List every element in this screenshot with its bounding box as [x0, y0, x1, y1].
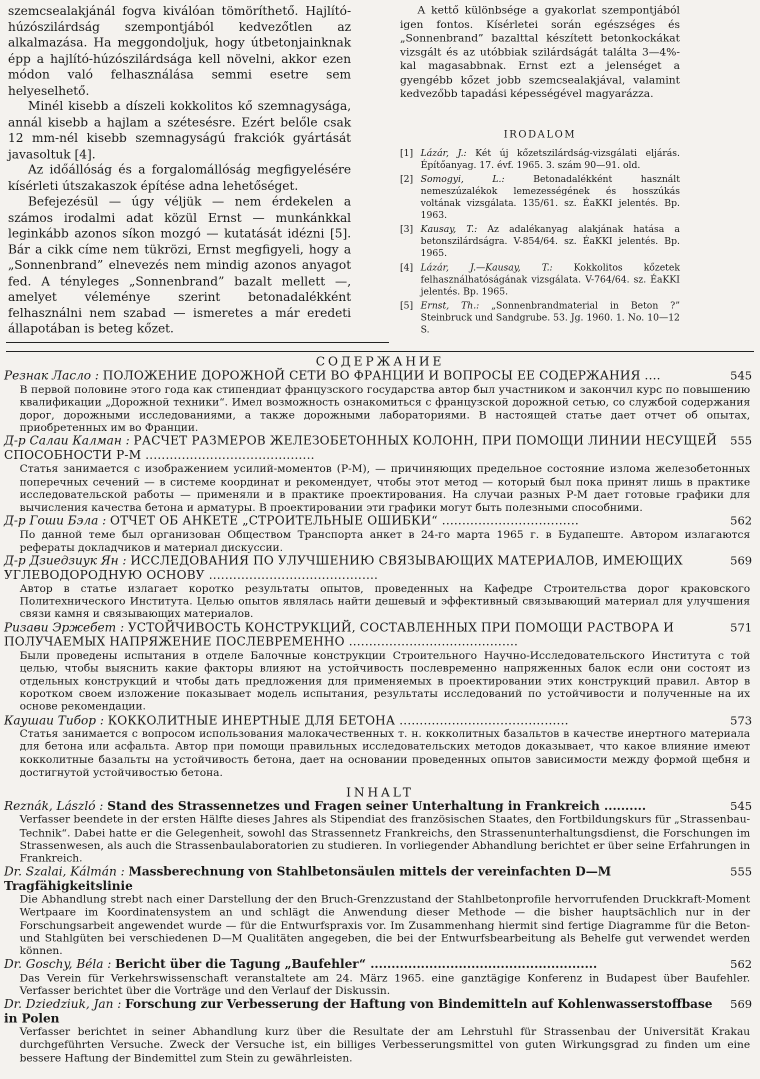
entry-author: Dr. Goschy, Béla : [4, 956, 112, 972]
paragraph: szemcsealakjánál fogva kiválóan tömöríthető. Hajlító-húzószilárdság szempontjából kedvezőtlen az alkalmazása. Ha meggondoljuk, hogy útbetonjainknak épp a hajlító-húzószilárdsága kell növelni, akkor ezen módon való felhasználása semmi esetre sem helyeselhető. [8, 4, 352, 98]
reference-number: [1] [400, 147, 414, 159]
reference-item [400, 223, 680, 259]
entry-title: Massberechnung von Stahlbetonsäulen mittels der vereinfachten D—M Tragfähigkeitslinie [4, 863, 612, 893]
entry-heading [4, 997, 756, 1025]
entry-page-number: 569 [730, 553, 753, 568]
entry-abstract: Das Verein für Verkehrswissenschaft veranstaltete am 24. März 1965. eine ganztägige Konferenz in Budapest über Baufehler. Verfasser berichtet über die Vorträge und den Verlauf der Diskussin. [19, 971, 751, 998]
entry-title: Stand des Strassennetzes und Fragen seiner Unterhaltung in Frankreich .......... [107, 798, 647, 813]
entry-title: Bericht über die Tagung „Baufehler“ ...................................................... [115, 956, 598, 972]
paragraph: Az időállóság és a forgalomállóság megfigyelésére kísérleti útszakaszok építése adna lehetőséget. [8, 163, 352, 194]
reference-number: [3] [400, 223, 414, 235]
entry-title: ОТЧЕТ ОБ АНКЕТЕ „СТРОИТЕЛЬНЫЕ ОШИБКИ“ .................................. [110, 512, 579, 528]
contents-entry [4, 799, 756, 865]
paragraph: Minél kisebb a díszeli kokkolitos kő szemnagysága, annál kisebb a hajlam a szétesésre. Ezért belőle csak 12 mm-nél kisebb szemnagyságú frakciók gyártását javasoltuk [4]. [8, 100, 352, 162]
entry-author: Каушаи Тибор : [4, 712, 104, 727]
reference-body: Két új kőzetszilárdság-vizsgálati eljárás. Építőanyag. 17. évf. 1965. 3. szám 90—91. old. [420, 147, 680, 171]
reference-author: Kausay, T.: [420, 223, 478, 235]
entry-abstract: Die Abhandlung strebt nach einer Darstellung der den Bruch-Grenzzustand der Stahlbetonprofile hervorrufenden Druckkraft-Moment Wertpaare im Koordinatensystem an und schlägt die Anwendung dieser Methode — die bisher hauptsächlich nur in der Forschungsarbeit angewendet wurde — für die Entwurfspraxis vor. Im Zusammenhang hiermit sind fertige Diagramme für die Beton- und Stahlgüten bei verschiedenen D—M Qualitäten angegeben, die bei der Entwurfsbearbeitung als Behelfe gut verwendet werden können. [19, 893, 751, 958]
entry-page-number: 555 [730, 434, 753, 448]
russian-contents-heading: СОДЕРЖАНИЕ [315, 354, 445, 369]
entry-page-number: 569 [730, 997, 753, 1011]
entry-author: Ризави Эржебет : [4, 619, 125, 635]
divider [6, 342, 389, 343]
entry-abstract: В первой половине этого года как стипендиат французского государства автор был участником и закончил курс по повышению квалификации „Дорожной техники“. Имел возможность ознакомиться с французской дорожной сетью, со службой содержания дорог, дорожными исследованиями, а также дорожными лабораториями. В настоящей статье дает отчет об опытах, приобретенных им во Франции. [19, 382, 751, 435]
article-continuation [0, 0, 760, 344]
entry-heading [4, 554, 756, 582]
german-contents-heading: INHALT [346, 784, 414, 800]
reference-item [400, 173, 680, 221]
reference-author: Lázár, J.: [420, 147, 467, 159]
reference-item [400, 147, 680, 171]
contents-entry [4, 434, 756, 514]
entry-abstract: Статья занимается с вопросом использования малокачественных т. н. кокколитных базальтов в качестве инертного материала для бетона или асфальта. Автор при помощи правильных исследовательских методов доказывает, что какое влияние имеют кокколитные базальты на устойчивость бетона, дает на основании проведенных опытов зависимости между формой щебня и достигнутой устойчивостью бетона. [19, 727, 751, 779]
entry-page-number: 545 [730, 799, 753, 813]
entry-abstract: Verfasser beendete in der ersten Hälfte dieses Jahres als Stipendiat des französischen Staates, den Fortbildungskurs für „Strassenbau-Technik“. Dabei hatte er die Gelegenheit, sowohl das Strassennetz Frankreichs, den Strassenunterhaltungsdienst, die Forschungen im Strassenwesen, als auch die Strassenbaulaboratorien zu studieren. In vorliegender Abhandlung berichtet er über seine Erfahrungen in Frankreich. [19, 813, 751, 865]
entry-title: КОККОЛИТНЫЕ ИНЕРТНЫЕ ДЛЯ БЕТОНА .......................................... [107, 712, 569, 727]
contents-section [4, 354, 756, 1064]
russian-contents-list [4, 369, 756, 779]
entry-heading [4, 514, 756, 528]
entry-page-number: 562 [730, 957, 753, 972]
entry-page-number: 545 [730, 368, 753, 383]
entry-heading [4, 621, 756, 649]
reference-author: Ernst, Th.: [420, 299, 480, 311]
entry-page-number: 571 [730, 620, 753, 635]
divider [6, 351, 754, 352]
right-column [400, 4, 680, 338]
paragraph: A kettő különbsége a gyakorlat szempontjából igen fontos. Kísérletei során egészséges és „Sonnenbrand” bazalttal készített betonkockákat vizsgált és az utóbbiak szilárdságát találta 3—4%-kal magasabbnak. Ernst ezt a jelenséget a gyengébb kőzet jobb szemcsealakjával, valamint kedvezőbb tapadási képességével magyarázza. [400, 4, 680, 101]
references-heading: IRODALOM [503, 127, 577, 140]
reference-author: Somogyi, L.: [420, 173, 505, 185]
contents-entry [4, 369, 756, 435]
entry-author: Д-р Салаи Калман : [4, 433, 130, 448]
reference-text [421, 223, 680, 259]
entry-heading [4, 713, 756, 727]
reference-body: „Sonnenbrandmaterial in Beton ?” Steinbruck und Sandgrube. 53. Jg. 1960. 1. No. 10—12 S. [420, 299, 680, 335]
entry-abstract: Автор в статье излагает коротко результаты опытов, проведенных на Кафедре Строительства дорог краковского Политехнического Института. Целью опытов являлась найти дешевый и эффективный связывающий материал для улучшения связи камня и связывающих материалов. [19, 582, 751, 621]
reference-body: Az adalékanyag alakjának hatása a betonszilárdságra. V-854/64. sz. ÉaKKI jelentés. Bp. 1965. [420, 223, 680, 259]
reference-body: Kokkolitos kőzetek felhasználhatóságának vizsgálata. V-764/64. sz. ÉaKKI jelentés. Bp. 1965. [420, 261, 680, 297]
entry-title: Forschung zur Verbesserung der Haftung von Bindemitteln auf Kohlenwasserstoffbase in Polen [4, 996, 713, 1026]
entry-title: ИССЛЕДОВАНИЯ ПО УЛУЧШЕНИЮ СВЯЗЫВАЮЩИХ МАТЕРИАЛОВ, ИМЕЮЩИХ УГЛЕВОДОРОДНУЮ ОСНОВУ .......................................... [4, 552, 683, 582]
reference-number: [2] [400, 173, 414, 185]
entry-abstract: По данной теме был организован Обществом Транспорта анкет в 24-го марта 1965 г. в Будапеште. Автором излагаются рефераты докладчиков и материал дискуссии. [19, 528, 751, 554]
reference-author: Lázár, J.—Kausay, T.: [420, 261, 553, 273]
entry-heading [4, 957, 756, 971]
reference-text [421, 262, 680, 298]
german-contents-list [4, 799, 756, 1064]
entry-abstract: Были проведены испытания в отделе Балочные конструкции Строительного Научно-Исследовательского Института с той целью, чтобы выяснить какие факторы влияют на устойчивость послевременно напряженных балок если они состоят из отдельных конструкций и чтобы дать предложения для применяемых в проектировании этих конструкций правил. Автор в коротком своем изложение показывает модель испытания, результаты исследований по устойчивости и полученные на их основе рекомендации. [19, 648, 751, 714]
reference-number: [5] [400, 299, 414, 311]
entry-author: Д-р Гоши Бэла : [4, 512, 107, 528]
entry-author: Dr. Dziedziuk, Jan : [4, 996, 122, 1011]
entry-title: РАСЧЕТ РАЗМЕРОВ ЖЕЛЕЗОБЕТОННЫХ КОЛОНН, ПРИ ПОМОЩИ ЛИНИИ НЕСУЩЕЙ СПОСОБНОСТИ Р-М .......................................... [4, 433, 718, 462]
reference-text [421, 173, 680, 221]
entry-author: Резнак Ласло : [4, 367, 99, 383]
contents-entry [4, 713, 756, 779]
entry-page-number: 555 [730, 864, 753, 879]
reference-item [400, 300, 680, 336]
entry-abstract: Verfasser berichtet in seiner Abhandlung kurz über die Resultate der am Lehrstuhl für Strassenbau der Universität Krakau durchgeführten Versuche. Zweck der Versuche ist, ein billiges Verbesserungsmittel von guten Wirkungsgrad zu finden um eine bessere Haftung der Bindemittel zum Stein zu gewährleisten. [19, 1025, 751, 1064]
entry-author: Dr. Szalai, Kálmán : [4, 863, 125, 879]
contents-entry [4, 957, 756, 997]
contents-entry [4, 997, 756, 1064]
reference-text [421, 300, 680, 336]
entry-page-number: 573 [730, 713, 753, 727]
reference-text [421, 147, 680, 171]
paragraph: Befejezésül — úgy véljük — nem érdekelen a számos irodalmi adat közül Ernst — munkánkkal leginkább azonos síkon mozgó — kutatását idézni [5]. Bár a cikk címe nem tükrözi, Ernst megfigyeli, hogy a „Sonnenbrand” elnevezés nem mindig azonos anyagot fed. A tényleges „Sonnenbrand” bazalt mellett —, amelyet véleménye szerint betonadalékként felhasználni nem szabad — ismeretes a már eredeti állapotában is beteg kőzet. [8, 195, 352, 337]
references-list [400, 147, 680, 335]
entry-author: Reznák, László : [4, 798, 104, 813]
reference-body: Betonadalékként használt nemeszúzalékok lemezességének és hosszúkás voltának vizsgálata. 135/61. sz. ÉaKKI jelentés. Bp. 1963. [420, 173, 680, 221]
entry-page-number: 562 [730, 513, 753, 528]
entry-title: УСТОЙЧИВОСТЬ КОНСТРУКЦИЙ, СОСТАВЛЕННЫХ ПРИ ПОМОЩИ РАСТВОРА И ПОЛУЧАЕМЫХ НАПРЯЖЕНИЕ ПОСЛЕВРЕМЕННО .......................................... [4, 619, 674, 649]
left-column [8, 4, 351, 338]
contents-entry [4, 865, 756, 958]
reference-number: [4] [400, 261, 414, 273]
entry-heading [4, 369, 756, 383]
entry-heading [4, 434, 756, 462]
entry-abstract: Статья занимается с изображением усилий-моментов (Р-М), — причиняющих предельное состояние излома железобетонных поперечных сечений — в системе координат и рекомендует, чтобы этот метод — который был пока принят лишь в практике исследовательской работы — применяли и в практике проектирования. На случаи разных Р-М дает готовые графики для вычисления качества бетона и арматуры. В проектировании эти графики могут быть полезными способними. [19, 462, 751, 514]
entry-heading [4, 799, 756, 813]
reference-item [400, 262, 680, 298]
contents-entry [4, 621, 756, 714]
entry-author: Д-р Дзиедзиук Ян : [4, 552, 127, 568]
entry-title: ПОЛОЖЕНИЕ ДОРОЖНОЙ СЕТИ ВО ФРАНЦИИ И ВОПРОСЫ ЕЕ СОДЕРЖАНИЯ .... [102, 367, 661, 383]
contents-entry [4, 554, 756, 621]
contents-entry [4, 514, 756, 554]
entry-heading [4, 865, 756, 893]
